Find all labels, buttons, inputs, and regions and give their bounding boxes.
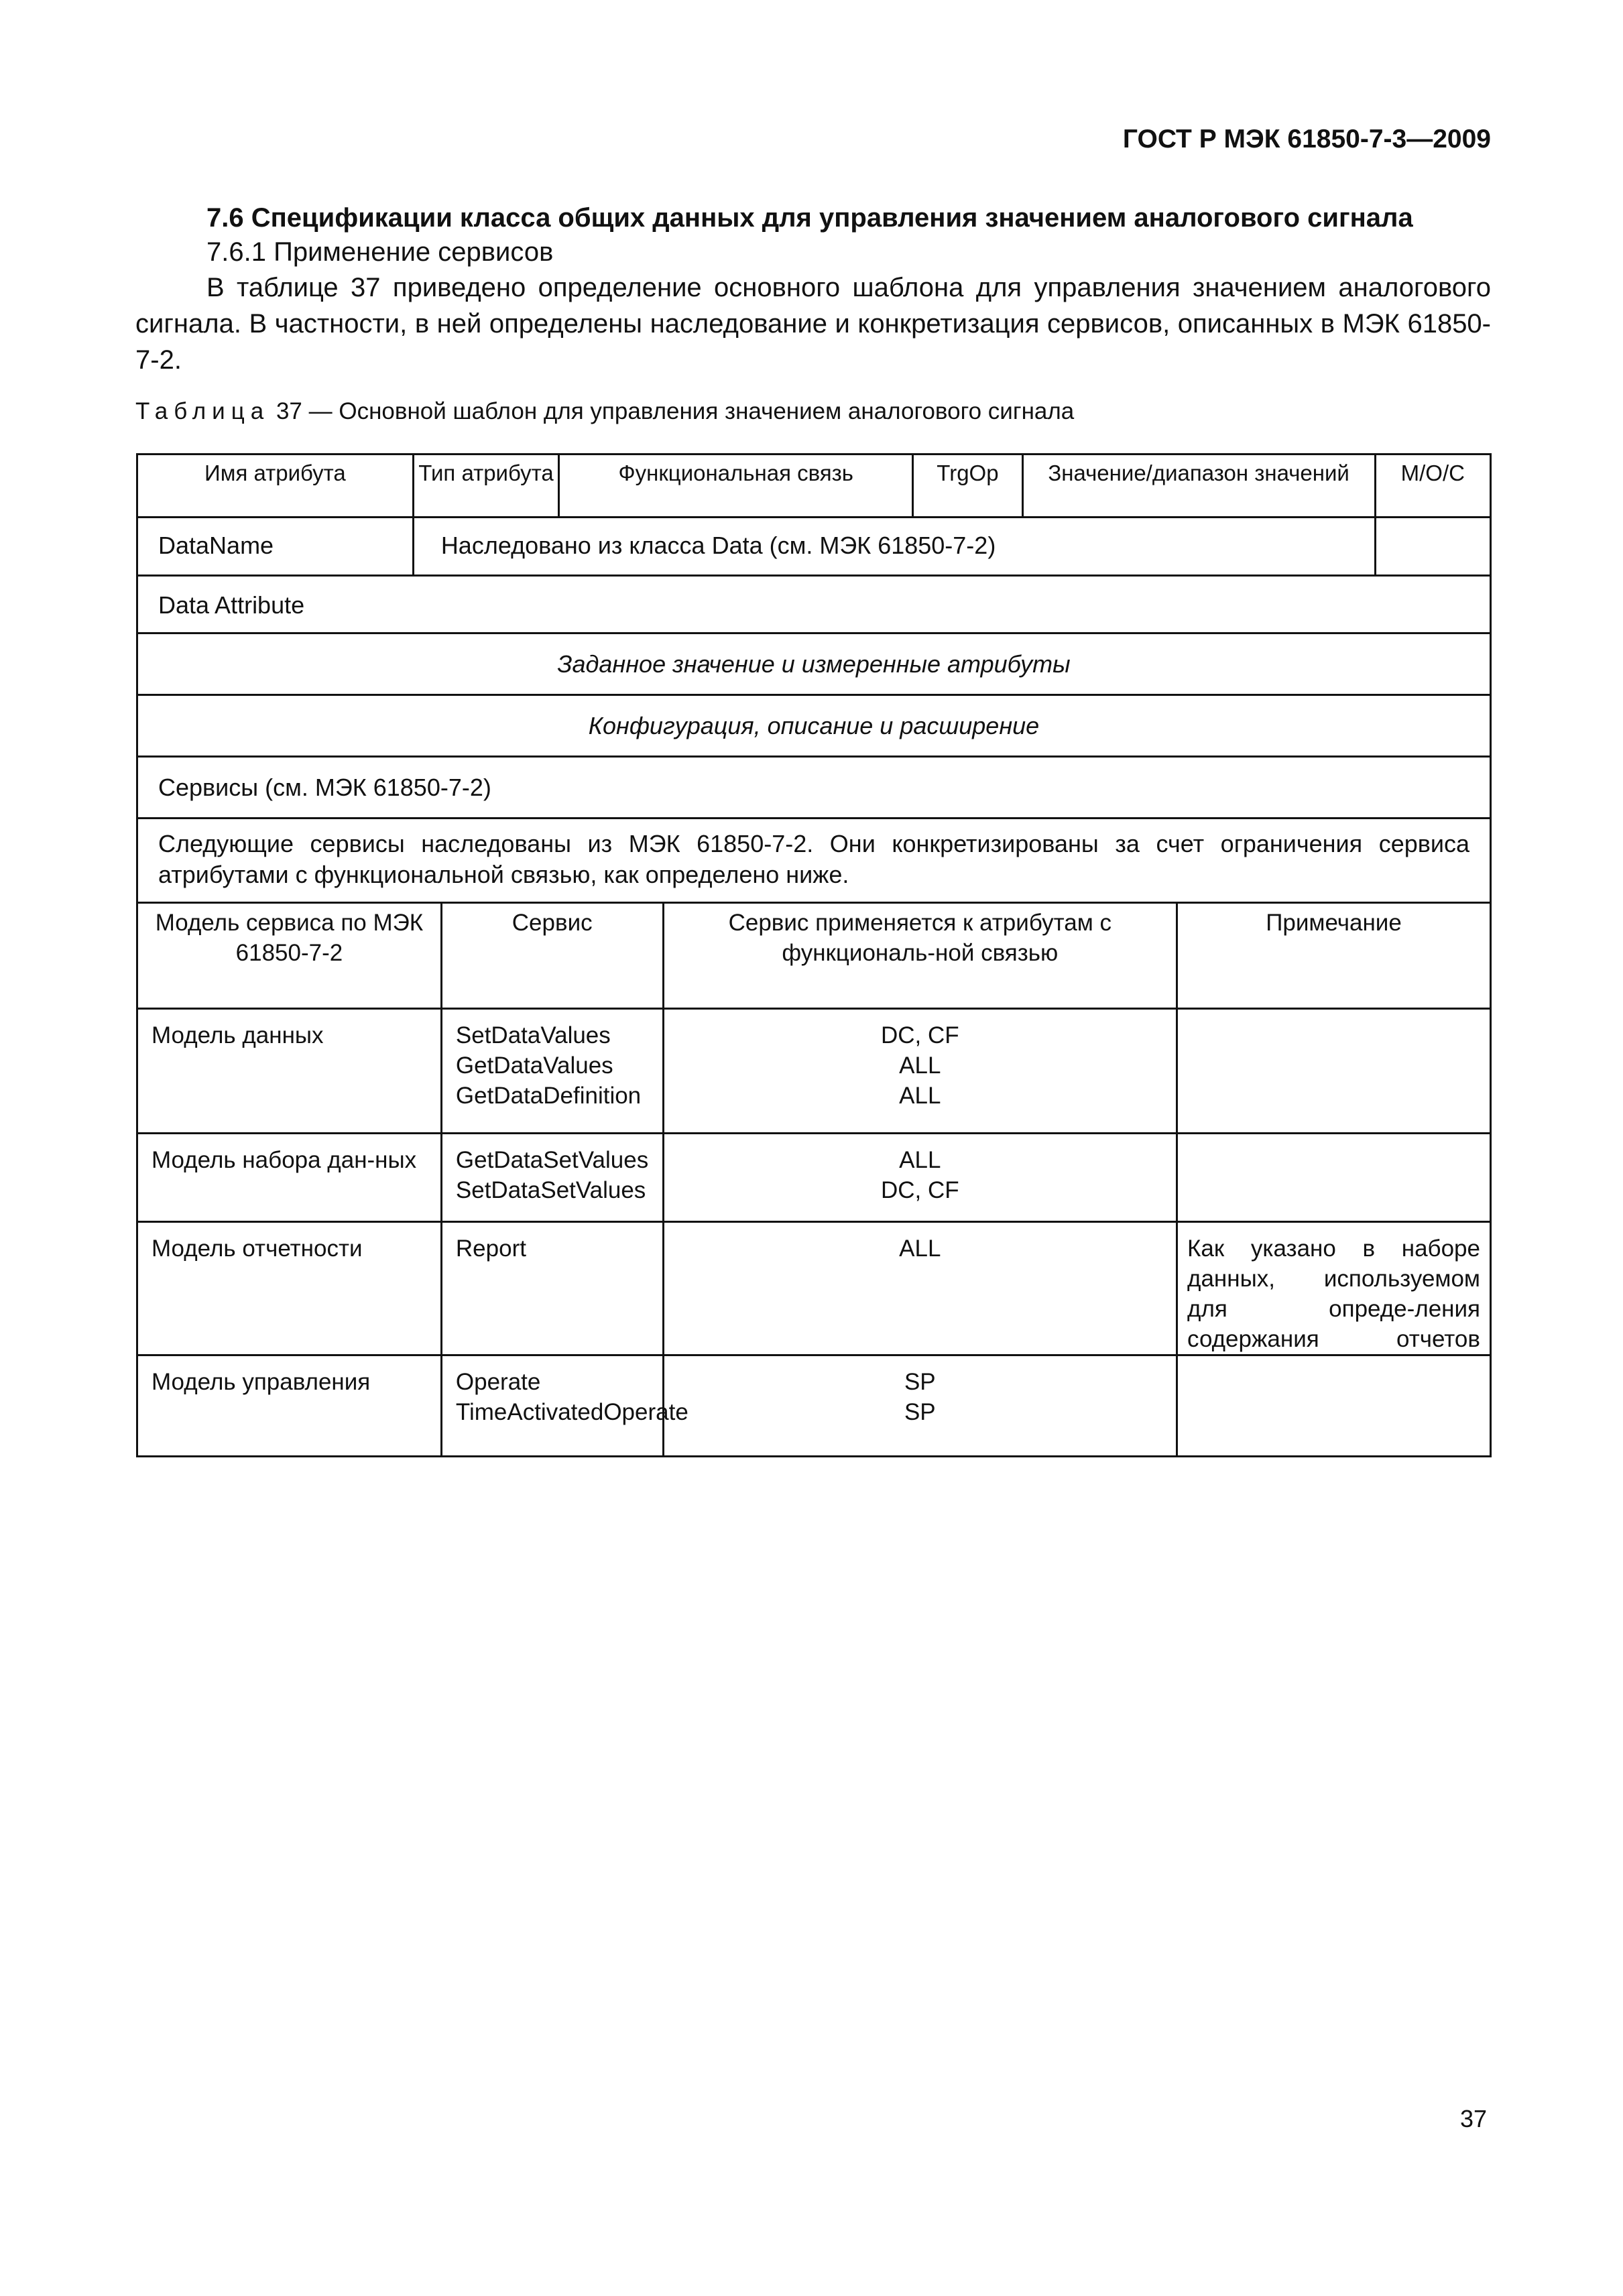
subsection-title: 7.6.1 Применение сервисов xyxy=(206,237,554,267)
svc-model: Модель управления xyxy=(137,1355,442,1457)
table-caption xyxy=(135,398,1074,425)
svc-services xyxy=(441,1134,663,1222)
svc-fc xyxy=(663,1134,1177,1222)
services-title-row xyxy=(137,757,1491,819)
dataname-moc xyxy=(1375,518,1490,576)
svc-item: Operate xyxy=(455,1369,541,1395)
svc-header-note: Примечание xyxy=(1177,903,1491,1009)
dataname-cell: DataName xyxy=(137,518,414,576)
section-title: 7.6 Спецификации класса общих данных для управления значением аналогового сигнала xyxy=(206,203,1413,233)
cdc-template-table xyxy=(136,453,1492,1457)
header-value-range: Значение/диапазон значений xyxy=(1022,455,1375,518)
svc-item: SetDataValues xyxy=(455,1022,611,1048)
svc-item: TimeActivatedOperate xyxy=(455,1399,688,1425)
svc-item: GetDataValues xyxy=(455,1052,613,1079)
table-row xyxy=(137,1009,1491,1134)
svc-item: Report xyxy=(455,1235,526,1262)
fc-item: SP xyxy=(904,1369,936,1395)
svc-model: Модель данных xyxy=(137,1009,442,1134)
services-title-cell: Сервисы (см. МЭК 61850-7-2) xyxy=(137,757,1491,819)
svc-header-model: Модель сервиса по МЭК 61850-7-2 xyxy=(137,903,442,1009)
header-attr-type: Тип атрибута xyxy=(413,455,558,518)
table-caption-text: 37 — Основной шаблон для управления значением аналогового сигнала xyxy=(276,398,1075,424)
intro-paragraph: В таблице 37 приведено определение основного шаблона для управления значением аналогового сигнала. В частности, в ней определены наследование и конкретизация сервисов, описанных в МЭК 61850-7-2. xyxy=(135,273,1491,375)
svc-item: SetDataSetValues xyxy=(455,1177,646,1203)
dataname-desc: Наследовано из класса Data (см. МЭК 61850-7-2) xyxy=(413,518,1375,576)
svc-services xyxy=(441,1009,663,1134)
data-attribute-cell: Data Attribute xyxy=(137,576,1491,633)
svc-header-fc: Сервис применяется к атрибутам с функциональ-ной связью xyxy=(663,903,1177,1009)
dataname-row xyxy=(137,518,1491,576)
header-attr-name: Имя атрибута xyxy=(137,455,414,518)
table-header-row xyxy=(137,455,1491,518)
svc-note xyxy=(1177,1009,1491,1134)
page-number: 37 xyxy=(1460,2105,1488,2132)
standard-designation: ГОСТ Р МЭК 61850-7-3—2009 xyxy=(1122,125,1491,154)
header-trgop: TrgOp xyxy=(913,455,1022,518)
svc-services xyxy=(441,1222,663,1355)
fc-item: DC, CF xyxy=(880,1022,959,1048)
header-moc: M/O/C xyxy=(1375,455,1490,518)
group-config-description: Конфигурация, описание и расширение xyxy=(137,695,1491,757)
services-header-row xyxy=(137,903,1491,1009)
group-row-2 xyxy=(137,695,1491,757)
group-row-1 xyxy=(137,633,1491,695)
services-note-cell: Следующие сервисы наследованы из МЭК 61850-7-2. Они конкретизированы за счет ограничения сервиса атрибутами с функциональной связью, как определено ниже. xyxy=(137,819,1491,903)
svc-note xyxy=(1177,1134,1491,1222)
fc-item: ALL xyxy=(899,1147,941,1173)
svc-model: Модель отчетности xyxy=(137,1222,442,1355)
svc-fc xyxy=(663,1222,1177,1355)
svc-note: Как указано в наборе данных, используемом для опреде-ления содержания отчетов xyxy=(1177,1222,1491,1355)
fc-item: ALL xyxy=(899,1235,941,1262)
fc-item: SP xyxy=(904,1399,936,1425)
services-note-row xyxy=(137,819,1491,903)
svc-fc xyxy=(663,1009,1177,1134)
table-row xyxy=(137,1355,1491,1457)
svc-item: GetDataSetValues xyxy=(455,1147,649,1173)
svc-note xyxy=(1177,1355,1491,1457)
group-setpoint-measured: Заданное значение и измеренные атрибуты xyxy=(137,633,1491,695)
svc-header-service: Сервис xyxy=(441,903,663,1009)
svc-fc xyxy=(663,1355,1177,1457)
svc-services xyxy=(441,1355,688,1457)
header-fc: Функциональная связь xyxy=(559,455,913,518)
svc-model: Модель набора дан-ных xyxy=(137,1134,442,1222)
svc-item: GetDataDefinition xyxy=(455,1083,642,1109)
fc-item: ALL xyxy=(899,1052,941,1079)
table-row xyxy=(137,1222,1491,1355)
table-caption-prefix: Таблица xyxy=(135,398,270,424)
fc-item: ALL xyxy=(899,1083,941,1109)
fc-item: DC, CF xyxy=(880,1177,959,1203)
data-attribute-row xyxy=(137,576,1491,633)
table-row xyxy=(137,1134,1491,1222)
